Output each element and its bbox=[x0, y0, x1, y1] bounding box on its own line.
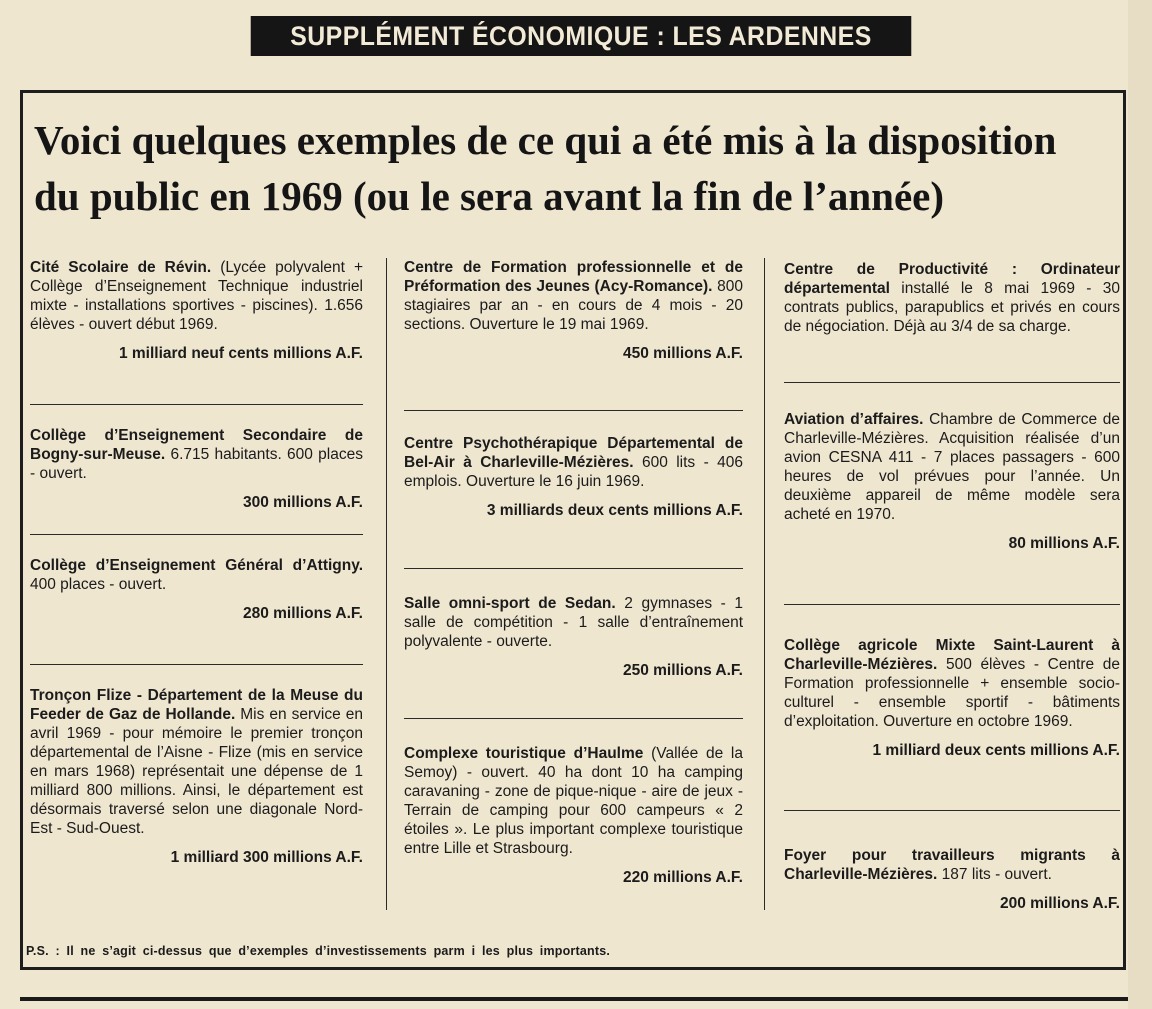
column-divider bbox=[386, 258, 387, 910]
entry-cite-scolaire-revin bbox=[30, 258, 363, 363]
entry-divider bbox=[404, 718, 743, 719]
entry-text: 500 élèves - Centre de Formation professionnelle + ensemble socio-culturel - ensemble sportif - bâtiments d’exploitation. Ouverture en octobre 1969. bbox=[784, 656, 1120, 730]
entry-text: installé le 8 mai 1969 - 30 contrats publics, parapublics et privés en cours de négociation. Déjà au 3/4 de sa charge. bbox=[784, 280, 1120, 335]
entry-text: 2 gymnases - 1 salle de compétition - 1 salle d’entraînement polyvalente - ouverte. bbox=[404, 595, 743, 650]
entry-text: (Vallée de la Semoy) - ouvert. 40 ha dont 10 ha camping caravaning - zone de pique-nique - aire de jeux - Terrain de camping pour 600 campeurs « 2 étoiles ». Le plus important complexe touristique entre Lille et Strasbourg. bbox=[404, 745, 743, 857]
footnote: P.S. : Il ne s’agit ci-dessus que d’exemples d’investissements parm i les plus importants. bbox=[26, 944, 611, 958]
entry-title: Centre de Productivité : Ordinateur départemental bbox=[784, 261, 1120, 297]
entry-centre-psychotherapique bbox=[404, 434, 743, 520]
entry-ces-bogny bbox=[30, 426, 363, 512]
entry-divider bbox=[404, 568, 743, 569]
adjacent-page-strip bbox=[1128, 0, 1152, 1009]
entry-amount: 1 milliard neuf cents millions A.F. bbox=[118, 345, 363, 362]
entry-divider bbox=[30, 404, 363, 405]
entry-foyer-travailleurs bbox=[784, 846, 1120, 913]
column-divider bbox=[764, 258, 765, 910]
entry-amount: 280 millions A.F. bbox=[242, 605, 363, 622]
entry-title: Cité Scolaire de Révin. bbox=[30, 259, 212, 276]
entry-text: Mis en service en avril 1969 - pour mémoire le premier tronçon départemental de l’Aisne - Flize (mis en service en mars 1968) représentait une dépense de 1 milliard 800 millions. Ainsi, le département est désormais traversé selon une diagonale Nord-Est - Sud-Ouest. bbox=[30, 706, 363, 837]
entry-text: 400 places - ouvert. bbox=[30, 576, 167, 593]
column-1 bbox=[30, 250, 363, 912]
bottom-rule bbox=[20, 997, 1128, 1001]
entry-aviation-affaires bbox=[784, 410, 1120, 553]
headline-line-2: du public en 1969 (ou le sera avant la fin de l’année) bbox=[34, 173, 945, 219]
article-headline bbox=[34, 112, 1124, 224]
entry-divider bbox=[784, 604, 1120, 605]
entry-centre-productivite bbox=[784, 260, 1120, 336]
entry-divider bbox=[30, 664, 363, 665]
entry-complexe-haulme bbox=[404, 744, 743, 887]
entry-troncon-flize bbox=[30, 686, 363, 867]
entry-title: Collège d’Enseignement Général d’Attigny. bbox=[30, 557, 363, 574]
entry-title: Centre de Formation professionnelle et de Préformation des Jeunes (Acy-Romance). bbox=[404, 259, 743, 295]
entry-amount: 80 millions A.F. bbox=[1008, 535, 1120, 552]
entry-salle-omnisport-sedan bbox=[404, 594, 743, 680]
entry-amount: 200 millions A.F. bbox=[999, 895, 1120, 912]
column-3 bbox=[784, 250, 1120, 912]
section-banner: SUPPLÉMENT ÉCONOMIQUE : LES ARDENNES bbox=[251, 16, 912, 56]
entry-title: Aviation d’affaires. bbox=[784, 411, 924, 428]
headline-line-1: Voici quelques exemples de ce qui a été mis à la disposition bbox=[34, 117, 1057, 163]
entry-college-agricole bbox=[784, 636, 1120, 760]
entry-title: Foyer pour travailleurs migrants à Charleville-Mézières. bbox=[784, 847, 1120, 883]
entry-title: Tronçon Flize - Département de la Meuse du Feeder de Gaz de Hollande. bbox=[30, 687, 363, 723]
entry-amount: 250 millions A.F. bbox=[622, 662, 743, 679]
entry-text: 6.715 habitants. 600 places - ouvert. bbox=[30, 446, 363, 482]
entry-divider bbox=[784, 810, 1120, 811]
entry-title: Collège agricole Mixte Saint-Laurent à Charleville-Mézières. bbox=[784, 637, 1120, 673]
entry-text: Chambre de Commerce de Charleville-Mézières. Acquisition réalisée d’un avion CESNA 411 - 7 places passagers - 600 heures de vol prévues pour l’année. Un deuxième appareil de même modèle sera acheté en 1970. bbox=[784, 411, 1120, 523]
entry-amount: 220 millions A.F. bbox=[622, 869, 743, 886]
entry-amount: 450 millions A.F. bbox=[622, 345, 743, 362]
entry-text: (Lycée polyvalent + Collège d’Enseignement Technique industriel mixte - installations sportives - piscines). 1.656 élèves - ouvert début 1969. bbox=[30, 259, 363, 333]
column-2 bbox=[404, 250, 743, 912]
entry-amount: 300 millions A.F. bbox=[242, 494, 363, 511]
entry-divider bbox=[30, 534, 363, 535]
entry-amount: 3 milliards deux cents millions A.F. bbox=[486, 502, 743, 519]
entry-title: Complexe touristique d’Haulme bbox=[404, 745, 644, 762]
entry-title: Collège d’Enseignement Secondaire de Bogny-sur-Meuse. bbox=[30, 427, 363, 463]
entry-title: Centre Psychothérapique Départemental de Bel-Air à Charleville-Mézières. bbox=[404, 435, 743, 471]
entry-amount: 1 milliard deux cents millions A.F. bbox=[872, 742, 1120, 759]
entry-text: 187 lits - ouvert. bbox=[937, 866, 1052, 883]
entry-centre-formation-acy bbox=[404, 258, 743, 363]
entry-ceg-attigny bbox=[30, 556, 363, 623]
entry-text: 800 stagiaires par an - en cours de 4 mois - 20 sections. Ouverture le 19 mai 1969. bbox=[404, 278, 743, 333]
entry-amount: 1 milliard 300 millions A.F. bbox=[170, 849, 363, 866]
entry-title: Salle omni-sport de Sedan. bbox=[404, 595, 616, 612]
entry-text: 600 lits - 406 emplois. Ouverture le 16 juin 1969. bbox=[404, 454, 743, 490]
entry-divider bbox=[404, 410, 743, 411]
entry-divider bbox=[784, 382, 1120, 383]
